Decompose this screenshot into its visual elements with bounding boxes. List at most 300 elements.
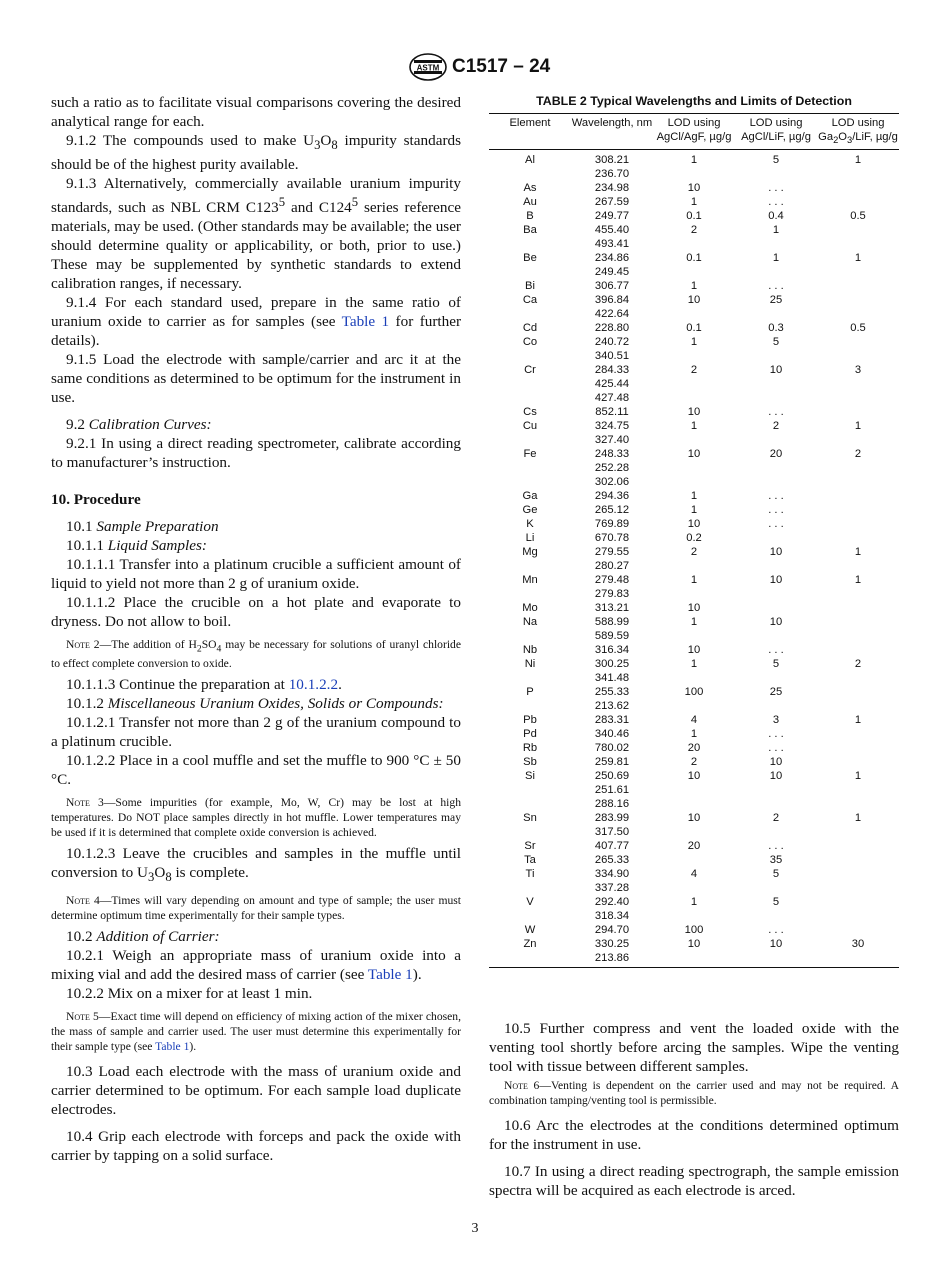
- wavelength-value: 337.28: [594, 882, 630, 895]
- table-row: [489, 195, 899, 209]
- wavelength-value: 306.77: [594, 280, 630, 293]
- table-row: [489, 811, 899, 839]
- cell-lod-lif: 20: [769, 448, 783, 461]
- cell-lod-lif: 3: [772, 714, 780, 727]
- section-10-1-2-2-link[interactable]: 10.1.2.2: [288, 676, 339, 694]
- cell-wavelength: [571, 223, 653, 251]
- cell-lod-ga: [817, 181, 899, 195]
- lod-table: [489, 113, 899, 968]
- table-row: [489, 503, 899, 517]
- table-row: [489, 181, 899, 195]
- table-1-link[interactable]: Table 1: [367, 966, 413, 984]
- cell-lod-agf: 1: [690, 196, 698, 209]
- cell-lod-agf: 1: [690, 154, 698, 167]
- wavelength-value: 288.16: [594, 798, 630, 811]
- cell-lod-agf: 10: [687, 406, 701, 419]
- cell-lod-agf: 2: [690, 364, 698, 377]
- header-lod-ga: LOD using $Ga_2O_3$/LiF, µg/g: [817, 114, 899, 150]
- wavelength-value: 334.90: [594, 868, 630, 881]
- cell-element: Rb: [522, 742, 538, 755]
- cell-lod-agf: 1: [690, 728, 698, 741]
- wavelength-value: 294.36: [594, 490, 630, 503]
- wavelength-value: 251.61: [594, 784, 630, 797]
- cell-wavelength: [571, 150, 653, 182]
- cell-lod-lif: 5: [772, 896, 780, 909]
- cell-element: Mo: [522, 602, 538, 615]
- table-row: [489, 419, 899, 447]
- cell-lod-lif: 1: [772, 252, 780, 265]
- wavelength-value: 427.48: [594, 392, 630, 405]
- table-row: [489, 713, 899, 727]
- cell-lod-ga: 1: [854, 812, 862, 825]
- cell-lod-lif: . . .: [768, 728, 784, 741]
- cell-lod-lif: . . .: [768, 644, 784, 657]
- cell-lod-lif: [735, 601, 817, 615]
- table-row: [489, 895, 899, 923]
- wavelength-value: 234.86: [594, 252, 630, 265]
- cell-element: Ca: [522, 294, 538, 307]
- cell-element: B: [526, 210, 534, 223]
- cell-element: As: [523, 182, 537, 195]
- wavelength-value: 318.34: [594, 910, 630, 923]
- wavelength-value: 324.75: [594, 420, 630, 433]
- cell-element: Sr: [524, 840, 536, 853]
- cell-element: Mg: [522, 546, 538, 559]
- wavelength-value: 249.45: [594, 266, 630, 279]
- wavelength-value: 294.70: [594, 924, 630, 937]
- paragraph-9-1-3: 9.1.3 Alternatively, commercially available uranium impurity standards, such as NBL CRM $C123^5$ and $C124^5$ series reference materials, may be used. (Other standards may be available; the user should determine quality or applicability, or both, prior to use.) These may be supplemented by synthetic standards to extend calibration ranges, if necessary.: [51, 175, 461, 293]
- header-element: Element: [489, 114, 571, 150]
- cell-lod-lif: 2: [772, 420, 780, 433]
- wavelength-value: 330.25: [594, 938, 630, 951]
- document-designation: C1517 – 24: [452, 56, 551, 77]
- cell-lod-ga: [817, 223, 899, 251]
- cell-lod-lif: . . .: [768, 504, 784, 517]
- cell-lod-lif: . . .: [768, 840, 784, 853]
- paragraph-10-1-2-1: 10.1.2.1 Transfer not more than 2 g of the uranium compound to a platinum crucible.: [51, 714, 461, 751]
- wavelength-value: 327.40: [594, 434, 630, 447]
- cell-element: Al: [525, 154, 535, 167]
- cell-lod-lif: 10: [769, 756, 783, 769]
- paragraph-10-5: 10.5 Further compress and vent the loaded oxide with the venting tool shortly before arcing the samples. Wipe the venting tool with tissue between different samples.: [489, 1020, 899, 1075]
- cell-wavelength: [571, 713, 653, 727]
- cell-element: Pd: [523, 728, 537, 741]
- cell-lod-lif: . . .: [768, 742, 784, 755]
- paragraph-10-1-1-2: 10.1.1.2 Place the crucible on a hot plate and evaporate to dryness. Do not allow to boil.: [51, 594, 461, 631]
- table-row: [489, 545, 899, 573]
- table-row: [489, 363, 899, 405]
- cell-element: Cr: [524, 364, 536, 377]
- cell-lod-ga: [817, 839, 899, 853]
- cell-wavelength: [571, 615, 653, 643]
- wavelength-value: 313.21: [594, 602, 630, 615]
- cell-lod-ga: 1: [854, 714, 862, 727]
- cell-element: P: [526, 686, 534, 699]
- right-column-text: [489, 1019, 899, 1200]
- cell-element: Li: [525, 532, 535, 545]
- cell-wavelength: [571, 657, 653, 685]
- wavelength-value: 265.33: [594, 854, 630, 867]
- cell-wavelength: [571, 489, 653, 503]
- table-header-row: [489, 114, 899, 150]
- note-5: Note 5—Exact time will depend on efficiency of mixing action of the mixer chosen, the mass of sample and carrier used. The user must determine this experimentally for their sample type (see Table 1).: [51, 1010, 462, 1054]
- cell-wavelength: [571, 853, 653, 867]
- cell-element: Cs: [523, 406, 537, 419]
- cell-lod-ga: [817, 643, 899, 657]
- cell-lod-agf: 1: [690, 490, 698, 503]
- cell-wavelength: [571, 755, 653, 769]
- wavelength-value: 407.77: [594, 840, 630, 853]
- table-title: TABLE 2 Typical Wavelengths and Limits of Detection: [536, 94, 852, 108]
- cell-lod-ga: 1: [854, 252, 862, 265]
- note-3: Note 3—Some impurities (for example, Mo, W, Cr) may be lost at high temperatures. Do NOT place samples directly in hot muffle. Lower temperatures may be used if it is determined that complete oxide conversion is achieved.: [51, 796, 461, 840]
- cell-lod-ga: [817, 867, 899, 895]
- cell-element: Na: [522, 616, 538, 629]
- cell-element: W: [524, 924, 536, 937]
- cell-lod-lif: . . .: [768, 924, 784, 937]
- cell-wavelength: [571, 741, 653, 755]
- cell-lod-ga: [817, 503, 899, 517]
- wavelength-value: 670.78: [594, 532, 630, 545]
- paragraph-9-1-4: 9.1.4 For each standard used, prepare in the same ratio of uranium oxide to carrier as for samples (see Table 1 for further details).: [51, 294, 462, 350]
- cell-lod-ga: 2: [854, 658, 862, 671]
- cell-wavelength: [571, 321, 653, 335]
- wavelength-value: 316.34: [594, 644, 630, 657]
- header-lod-lif: LOD using AgCl/LiF, µg/g: [735, 114, 817, 150]
- cell-lod-ga: 1: [854, 770, 862, 783]
- cell-wavelength: [571, 643, 653, 657]
- table-row: [489, 853, 899, 867]
- wavelength-value: 228.80: [594, 322, 630, 335]
- wavelength-value: 280.27: [594, 560, 630, 573]
- cell-lod-lif: 25: [769, 294, 783, 307]
- paragraph-10-6: 10.6 Arc the electrodes at the conditions determined optimum for the instrument in use.: [489, 1117, 899, 1153]
- wavelength-value: 852.11: [595, 406, 629, 419]
- cell-wavelength: [571, 727, 653, 741]
- note-4: Note 4—Times will vary depending on amount and type of sample; the user must determine optimum time experimentally for their sample types.: [51, 894, 461, 923]
- paragraph-10-1-2-2: 10.1.2.2 Place in a cool muffle and set the muffle to 900 °C ± 50 °C.: [51, 752, 461, 789]
- wavelength-value: 250.69: [594, 770, 630, 783]
- cell-wavelength: [571, 335, 653, 363]
- cell-lod-lif: 2: [772, 812, 780, 825]
- table-row: [489, 517, 899, 531]
- wavelength-value: 769.89: [594, 518, 630, 531]
- wavelength-value: 780.02: [594, 742, 630, 755]
- table-row: [489, 601, 899, 615]
- cell-lod-ga: [817, 279, 899, 293]
- cell-element: Fe: [523, 448, 537, 461]
- table-row: [489, 209, 899, 223]
- cell-wavelength: [571, 209, 653, 223]
- cell-lod-ga: 2: [854, 448, 862, 461]
- cell-element: Ti: [525, 868, 535, 881]
- cell-lod-lif: . . .: [768, 196, 784, 209]
- cell-lod-ga: 1: [854, 574, 862, 587]
- note-2: Note 2—The addition of $H_2SO_4$ may be necessary for solutions of uranyl chloride to effect complete conversion to oxide.: [51, 638, 462, 671]
- cell-element: V: [526, 896, 534, 909]
- table-row: [489, 531, 899, 545]
- cell-lod-ga: 0.5: [850, 322, 866, 335]
- table-row: [489, 923, 899, 937]
- cell-wavelength: [571, 545, 653, 573]
- cell-lod-ga: [817, 601, 899, 615]
- cell-element: K: [526, 518, 534, 531]
- cell-lod-lif: 0.3: [768, 322, 784, 335]
- cell-lod-lif: 35: [769, 854, 783, 867]
- cell-lod-agf: 10: [687, 644, 701, 657]
- cell-lod-agf: 100: [684, 686, 704, 699]
- cell-wavelength: [571, 601, 653, 615]
- cell-lod-agf: 10: [687, 448, 701, 461]
- table-row: [489, 223, 899, 251]
- wavelength-value: 236.70: [594, 168, 630, 181]
- cell-wavelength: [571, 769, 653, 811]
- page-header: [0, 52, 950, 88]
- table-row: [489, 150, 899, 182]
- heading-10-2: 10.2 Addition of Carrier:: [66, 928, 220, 946]
- cell-lod-lif: 1: [772, 224, 780, 237]
- cell-element: Ni: [524, 658, 536, 671]
- cell-lod-agf: 2: [690, 756, 698, 769]
- astm-logo-icon: [408, 52, 448, 82]
- cell-lod-lif: . . .: [768, 518, 784, 531]
- heading-10-1: 10.1 Sample Preparation: [66, 518, 219, 536]
- paragraph: such a ratio as to facilitate visual comparisons covering the desired analytical range for each.: [51, 94, 461, 130]
- cell-lod-agf: 10: [687, 770, 701, 783]
- cell-lod-lif: . . .: [768, 280, 784, 293]
- wavelength-value: 317.50: [594, 826, 630, 839]
- cell-lod-ga: 0.5: [850, 210, 866, 223]
- cell-lod-lif: [735, 531, 817, 545]
- table-row: [489, 615, 899, 643]
- cell-lod-ga: [817, 335, 899, 363]
- cell-wavelength: [571, 447, 653, 489]
- cell-lod-lif: 5: [772, 658, 780, 671]
- svg-text:ASTM: ASTM: [416, 63, 440, 73]
- cell-element: Sb: [523, 756, 537, 769]
- heading-9-2: 9.2 Calibration Curves:: [66, 416, 212, 434]
- wavelength-value: 279.55: [594, 546, 630, 559]
- cell-lod-agf: 1: [690, 658, 698, 671]
- table-row: [489, 937, 899, 968]
- cell-lod-agf: [653, 853, 735, 867]
- cell-lod-agf: 0.1: [686, 210, 702, 223]
- wavelength-value: 240.72: [594, 336, 630, 349]
- header-lod-agf: LOD using AgCl/AgF, µg/g: [653, 114, 735, 150]
- cell-element: Pb: [523, 714, 537, 727]
- cell-lod-lif: 0.4: [768, 210, 784, 223]
- cell-lod-agf: 0.1: [686, 322, 702, 335]
- table-1-link[interactable]: Table 1: [155, 1040, 190, 1054]
- cell-wavelength: [571, 685, 653, 713]
- wavelength-value: 259.81: [594, 756, 630, 769]
- wavelength-value: 265.12: [594, 504, 630, 517]
- cell-element: Si: [525, 770, 535, 783]
- cell-wavelength: [571, 405, 653, 419]
- wavelength-value: 279.83: [594, 588, 630, 601]
- note-6: Note 6—Venting is dependent on the carrier used and may not be required. A combination tamping/venting tool is permissible.: [489, 1079, 899, 1107]
- cell-lod-lif: 10: [769, 574, 783, 587]
- cell-lod-agf: 1: [690, 280, 698, 293]
- cell-lod-agf: 1: [690, 420, 698, 433]
- table-body: [489, 150, 899, 968]
- table-row: [489, 573, 899, 601]
- cell-wavelength: [571, 867, 653, 895]
- wavelength-value: 234.98: [594, 182, 630, 195]
- table-row: [489, 447, 899, 489]
- cell-lod-lif: 10: [769, 364, 783, 377]
- heading-10-1-1: 10.1.1 Liquid Samples:: [66, 537, 207, 555]
- wavelength-value: 455.40: [594, 224, 630, 237]
- wavelength-value: 283.31: [594, 714, 630, 727]
- table-row: [489, 867, 899, 895]
- cell-wavelength: [571, 517, 653, 531]
- wavelength-value: 267.59: [594, 196, 630, 209]
- wavelength-value: 249.77: [594, 210, 630, 223]
- cell-wavelength: [571, 279, 653, 293]
- paragraph-10-1-1-1: 10.1.1.1 Transfer into a platinum crucible a sufficient amount of liquid to yield not more than 2 g of uranium oxide.: [51, 556, 461, 593]
- paragraph-10-1-1-3: 10.1.1.3 Continue the preparation at 10.1.2.2.: [66, 676, 342, 694]
- wavelength-value: 292.40: [594, 896, 630, 909]
- header-wavelength: Wavelength, nm: [571, 114, 653, 150]
- cell-element: Zn: [489, 937, 571, 968]
- cell-lod-agf: 10: [687, 182, 701, 195]
- cell-lod-agf: 1: [690, 616, 698, 629]
- cell-lod-agf: 100: [684, 924, 704, 937]
- wavelength-value: 302.06: [594, 476, 630, 489]
- table-row: [489, 279, 899, 293]
- cell-lod-lif: 10: [769, 616, 783, 629]
- cell-element: Bi: [525, 280, 535, 293]
- cell-lod-agf: 1: [690, 896, 698, 909]
- wavelength-value: 396.84: [594, 294, 630, 307]
- paragraph-10-2-2: 10.2.2 Mix on a mixer for at least 1 min.: [66, 985, 313, 1003]
- cell-lod-agf: 20: [687, 742, 701, 755]
- cell-lod-ga: 3: [854, 364, 862, 377]
- table-1-link[interactable]: Table 1: [341, 313, 390, 331]
- cell-wavelength: [571, 811, 653, 839]
- cell-lod-lif: 5: [772, 868, 780, 881]
- cell-lod-ga: [817, 293, 899, 321]
- paragraph-10-4: 10.4 Grip each electrode with forceps and pack the oxide with carrier by tapping on a solid surface.: [51, 1128, 461, 1165]
- wavelength-value: 589.59: [594, 630, 630, 643]
- cell-element: Nb: [522, 644, 538, 657]
- table-row: [489, 489, 899, 503]
- paragraph-10-7: 10.7 In using a direct reading spectrograph, the sample emission spectra will be acquired as each electrode is arced.: [489, 1163, 899, 1199]
- cell-lod-agf: 2: [690, 224, 698, 237]
- table-row: [489, 839, 899, 853]
- cell-lod-lif: . . .: [768, 406, 784, 419]
- cell-lod-agf: 1: [690, 574, 698, 587]
- left-column: [51, 93, 461, 1165]
- wavelength-value: 340.51: [594, 350, 630, 363]
- table-row: [489, 727, 899, 741]
- cell-lod-ga: [817, 755, 899, 769]
- wavelength-value: 283.99: [594, 812, 630, 825]
- cell-lod-agf: 10: [687, 518, 701, 531]
- cell-lod-ga: [817, 685, 899, 713]
- cell-lod-agf: 4: [690, 714, 698, 727]
- wavelength-value: 425.44: [594, 378, 630, 391]
- cell-wavelength: [571, 923, 653, 937]
- table-row: [489, 755, 899, 769]
- cell-lod-ga: [817, 517, 899, 531]
- table-row: [489, 657, 899, 685]
- cell-wavelength: [571, 573, 653, 601]
- cell-wavelength: [571, 839, 653, 853]
- heading-10-1-2: 10.1.2 Miscellaneous Uranium Oxides, Solids or Compounds:: [66, 695, 444, 713]
- paragraph-10-1-2-3: 10.1.2.3 Leave the crucibles and samples in the muffle until conversion to $U_3O_8$ is complete.: [51, 845, 461, 885]
- cell-lod-lif: 5: [772, 336, 780, 349]
- cell-wavelength: [571, 363, 653, 405]
- cell-lod-ga: 1: [854, 546, 862, 559]
- table-row: [489, 643, 899, 657]
- cell-lod-lif: 10: [735, 937, 817, 968]
- cell-element: Be: [523, 252, 537, 265]
- table-row: [489, 251, 899, 279]
- paragraph-9-2-1: 9.2.1 In using a direct reading spectrometer, calibrate according to manufacturer’s instruction.: [51, 435, 461, 472]
- cell-lod-ga: [817, 853, 899, 867]
- cell-wavelength: [571, 419, 653, 447]
- cell-lod-ga: [817, 615, 899, 643]
- cell-lod-ga: [817, 405, 899, 419]
- paragraph-9-1-2: 9.1.2 The compounds used to make $U_3O_8$ impurity standards should be of the highest purity available.: [51, 132, 462, 174]
- cell-lod-ga: 1: [854, 154, 862, 167]
- cell-lod-agf: 2: [690, 546, 698, 559]
- cell-lod-agf: 1: [690, 336, 698, 349]
- table-row: [489, 335, 899, 363]
- cell-lod-agf: 10: [687, 812, 701, 825]
- cell-wavelength: [571, 195, 653, 209]
- cell-lod-ga: [817, 895, 899, 923]
- wavelength-value: 340.46: [594, 728, 630, 741]
- cell-lod-ga: [817, 727, 899, 741]
- cell-lod-lif: . . .: [768, 490, 784, 503]
- cell-lod-agf: 20: [687, 840, 701, 853]
- cell-element: Co: [522, 336, 538, 349]
- cell-lod-ga: 1: [854, 420, 862, 433]
- cell-element: Ge: [522, 504, 538, 517]
- paragraph-10-2-1: 10.2.1 Weigh an appropriate mass of uranium oxide into a mixing vial and add the desired mass of carrier (see Table 1).: [51, 947, 461, 984]
- table-2-block: [489, 94, 899, 968]
- cell-lod-agf: 1: [690, 504, 698, 517]
- cell-wavelength: [571, 293, 653, 321]
- cell-lod-lif: . . .: [768, 182, 784, 195]
- cell-element: Au: [523, 196, 537, 209]
- paragraph-9-1-5: 9.1.5 Load the electrode with sample/carrier and arc it at the same conditions as determined to be optimum for the instrument in use.: [51, 351, 461, 407]
- cell-lod-ga: [817, 923, 899, 937]
- wavelength-value: 308.21: [594, 154, 630, 167]
- cell-element: Ta: [524, 854, 536, 867]
- page-number: 3: [471, 1221, 479, 1236]
- table-row: [489, 769, 899, 811]
- table-row: [489, 293, 899, 321]
- wavelength-value: 252.28: [594, 462, 630, 475]
- cell-wavelength: [571, 937, 653, 968]
- cell-wavelength: [571, 895, 653, 923]
- wavelength-value: 422.64: [594, 308, 630, 321]
- cell-element: Ga: [522, 490, 538, 503]
- cell-lod-ga: [817, 195, 899, 209]
- cell-lod-agf: 10: [687, 602, 701, 615]
- cell-element: Ba: [523, 224, 537, 237]
- table-row: [489, 405, 899, 419]
- cell-lod-lif: 25: [769, 686, 783, 699]
- cell-lod-lif: 5: [772, 154, 780, 167]
- cell-lod-agf: 10: [687, 294, 701, 307]
- wavelength-value: 341.48: [594, 672, 630, 685]
- wavelength-value: 300.25: [594, 658, 630, 671]
